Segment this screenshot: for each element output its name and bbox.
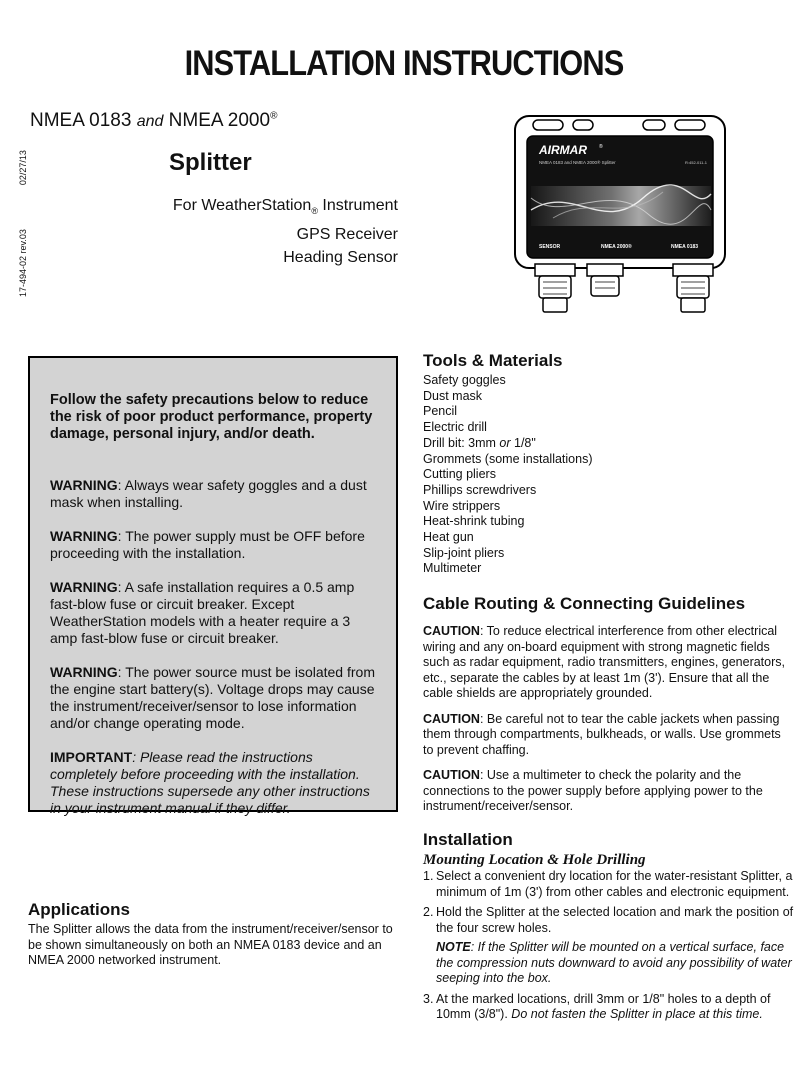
list-item: Electric drill [423, 420, 487, 435]
list-item: Heat-shrink tubing [423, 514, 525, 529]
applications-text: The Splitter allows the data from the instrument/receiver/sensor to be shown simultaneously on both an NMEA 0183 device and an NMEA 2000 networked instrument. [28, 922, 393, 967]
list-item: Dust mask [423, 388, 483, 403]
product-subtitle [120, 194, 398, 269]
subtitle-line-3: Heading Sensor [283, 249, 398, 267]
nmea-and-label: and [136, 113, 164, 130]
warning-item: WARNING: A safe installation requires a 0.5 amp fast-blow fuse or circuit breaker. Except WeatherStation models with a heater require a 3 amp fast-blow fuse or circuit breaker. [50, 579, 355, 646]
subtitle-line-2: GPS Receiver [296, 226, 398, 244]
splitter-device-image [513, 114, 729, 318]
port-label-nmea2000: NMEA 2000® [601, 244, 632, 250]
warning-item: WARNING: The power source must be isolated from the engine start battery(s). Voltage drops may cause the instrument/receiver/sensor to lose information and/or change operating mode. [50, 664, 375, 731]
splitter-device-illustration [513, 114, 729, 318]
subtitle-line-1: For WeatherStation$_®$ Instrument [172, 197, 398, 217]
installation-steps [423, 869, 795, 1023]
list-item: Cutting pliers [423, 467, 496, 482]
installation-subheading: Mounting Location & Hole Drilling [423, 852, 646, 868]
caution-item: CAUTION: To reduce electrical interference from other electrical wiring and any on-board equipment with strong magnetic fields such as radar equipment, radio transmitters, engines, generators, etc., separate the cables by at least 1m (3'). Ensure that all the cable shields are appropriately grounded. [423, 624, 785, 700]
caution-item: CAUTION: Use a multimeter to check the polarity and the connections to the power supply before applying power to the instrument/receiver/sensor. [423, 768, 763, 813]
tools-section [423, 351, 793, 577]
device-part: R:452-011-1 [685, 160, 707, 165]
doc-number: 17-494-02 rev.03 [18, 229, 28, 297]
list-item: Heat gun [423, 530, 474, 545]
device-model: NMEA 0183 and NMEA 2000® Splitter [539, 160, 616, 165]
applications-heading: Applications [28, 900, 131, 919]
page-title: INSTALLATION INSTRUCTIONS [184, 44, 624, 83]
caution-item: CAUTION: Be careful not to tear the cable jackets when passing them through compartments, bulkheads, or walls. Use grommets to prevent chaffing. [423, 711, 781, 757]
installation-heading: Installation [423, 830, 513, 849]
product-title: Splitter [169, 149, 252, 176]
step-item: 1. Select a convenient dry location for the water-resistant Splitter, a minimum of 1m (3') from other cables and electronic equipment. [423, 869, 793, 899]
document-meta [18, 150, 28, 297]
list-item: Phillips screwdrivers [423, 482, 537, 497]
safety-warning-box [28, 356, 398, 816]
tools-heading: Tools & Materials [423, 351, 563, 370]
doc-date: 02/27/13 [18, 150, 28, 186]
list-item: Grommets (some installations) [423, 451, 593, 466]
registered-mark: ® [270, 110, 278, 122]
list-item: Safety goggles [423, 373, 506, 387]
nmea-line [30, 110, 277, 132]
device-brand-reg: ® [599, 144, 603, 150]
port-label-sensor: SENSOR [539, 244, 561, 250]
warning-item: WARNING: The power supply must be OFF before proceeding with the installation. [50, 528, 365, 561]
list-item: Drill bit: 3mm or 1/8" [423, 435, 536, 450]
tools-list [423, 373, 793, 577]
list-item: Multimeter [423, 561, 482, 576]
device-brand: AIRMAR [539, 143, 587, 157]
cable-routing-section [423, 594, 793, 825]
list-item: Slip-joint pliers [423, 545, 505, 560]
important-item: IMPORTANT: Please read the instructions completely before proceeding with the installation. These instructions supersede any other instructions in your instrument manual if they differ. [50, 749, 370, 816]
nmea-0183-label: NMEA 0183 [30, 110, 132, 131]
safety-intro: Follow the safety precautions below to reduce the risk of poor product performance, property damage, personal injury, and/or death. [50, 392, 373, 442]
installation-section [423, 830, 795, 1028]
cable-heading: Cable Routing & Connecting Guidelines [423, 594, 746, 613]
step-item: 3. At the marked locations, drill 3mm or 1/8" holes to a depth of 10mm (3/8"). Do not fasten the Splitter in place at this time. [423, 991, 771, 1021]
nmea-2000-label: NMEA 2000 [168, 110, 271, 131]
step-item: 2. Hold the Splitter at the selected location and mark the position of the four screw holes. NOTE: If the Splitter will be mounted on a vertical surface, face the compression nuts downward to avoid any possibility of water seeping into the box. [423, 905, 794, 985]
applications-section [28, 900, 400, 969]
port-label-nmea0183: NMEA 0183 [671, 244, 699, 250]
list-item: Wire strippers [423, 498, 501, 513]
list-item: Pencil [423, 404, 458, 419]
note: NOTE: If the Splitter will be mounted on a vertical surface, face the compression nuts downward to avoid any possibility of water seeping into the box. [436, 940, 792, 985]
warning-item: WARNING: Always wear safety goggles and a dust mask when installing. [50, 477, 367, 510]
